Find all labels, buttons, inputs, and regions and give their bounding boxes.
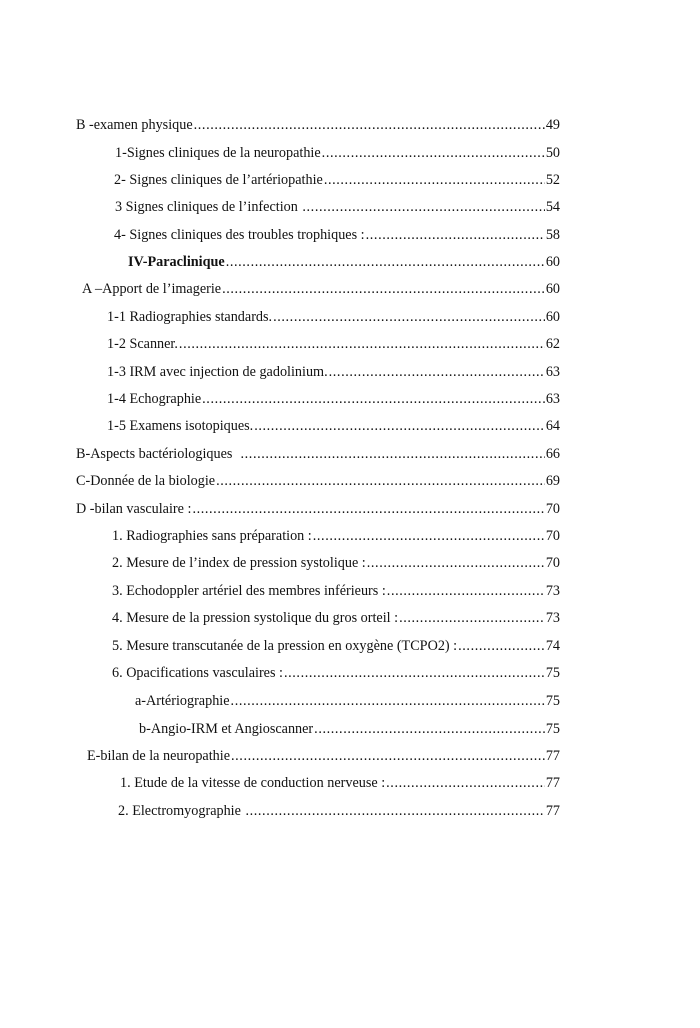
toc-page-number: 69	[545, 473, 560, 489]
toc-page-number: 77	[545, 748, 560, 764]
dot-leader	[192, 499, 544, 519]
dot-leader	[202, 389, 545, 409]
toc-page-number: 50	[545, 145, 560, 161]
dot-leader	[273, 307, 545, 327]
toc-entry-label: 3 Signes cliniques de l’infection	[115, 199, 302, 215]
toc-entry[interactable]	[107, 307, 560, 327]
toc-entry[interactable]	[115, 143, 560, 163]
toc-entry[interactable]	[112, 526, 560, 546]
toc-page-number: 73	[545, 610, 560, 626]
toc-page-number: 75	[545, 721, 560, 737]
toc-entry-label: 1-5 Examens isotopiques.	[107, 418, 254, 434]
toc-page-number: 77	[545, 803, 560, 819]
toc-page-number: 60	[545, 254, 560, 270]
toc-entry-label: 1-Signes cliniques de la neuropathie	[115, 145, 321, 161]
dot-leader	[329, 362, 545, 382]
toc-entry-label: 4- Signes cliniques des troubles trophiques :	[114, 227, 365, 243]
dot-leader	[322, 143, 545, 163]
toc-page-number: 52	[545, 172, 560, 188]
dot-leader	[226, 252, 545, 272]
toc-entry[interactable]	[128, 252, 560, 272]
toc-entry[interactable]	[112, 553, 560, 573]
toc-entry-label: 3. Echodoppler artériel des membres inférieurs :	[112, 583, 386, 599]
toc-page-number: 75	[545, 665, 560, 681]
toc-entry[interactable]	[107, 334, 560, 354]
toc-entry[interactable]	[112, 636, 560, 656]
toc-entry[interactable]	[114, 170, 560, 190]
toc-entry-label: D -bilan vasculaire :	[76, 501, 192, 517]
toc-entry-label: 2. Electromyographie	[118, 803, 245, 819]
toc-page-number: 74	[545, 638, 560, 654]
toc-entry-label: 5. Mesure transcutanée de la pression en oxygène (TCPO2) :	[112, 638, 458, 654]
toc-page-number: 70	[545, 501, 560, 517]
toc-page-number: 66	[545, 446, 560, 462]
dot-leader	[399, 608, 545, 628]
toc-entry-label: B -examen physique	[76, 117, 193, 133]
toc-page-number: 63	[545, 391, 560, 407]
toc-entry[interactable]	[112, 581, 560, 601]
toc-entry-label: 1-3 IRM avec injection de gadolinium.	[107, 364, 328, 380]
toc-entry[interactable]	[82, 279, 560, 299]
toc-entry-label: 1-2 Scanner.	[107, 336, 178, 352]
toc-page-number: 73	[545, 583, 560, 599]
toc-entry[interactable]	[114, 225, 560, 245]
toc-entry-label: a-Artériographie	[135, 693, 230, 709]
dot-leader	[245, 801, 544, 821]
toc-entry[interactable]	[115, 197, 560, 217]
toc-page-number: 60	[545, 281, 560, 297]
toc-entry[interactable]	[107, 389, 560, 409]
toc-page-number: 58	[545, 227, 560, 243]
dot-leader	[366, 225, 545, 245]
toc-entry[interactable]	[112, 608, 560, 628]
dot-leader	[284, 663, 545, 683]
toc-entry-label: 1-1 Radiographies standards.	[107, 309, 273, 325]
toc-page-number: 63	[545, 364, 560, 380]
toc-entry[interactable]	[87, 746, 560, 766]
dot-leader	[367, 553, 545, 573]
dot-leader	[222, 279, 545, 299]
dot-leader	[313, 526, 545, 546]
toc-entry-label: 2- Signes cliniques de l’artériopathie	[114, 172, 323, 188]
dot-leader	[254, 416, 545, 436]
toc-entry[interactable]	[76, 444, 560, 464]
dot-leader	[386, 773, 545, 793]
toc-entry-label: 1-4 Echographie	[107, 391, 202, 407]
toc-entry[interactable]	[76, 471, 560, 491]
dot-leader	[194, 115, 545, 135]
dot-leader	[458, 636, 545, 656]
toc-page-number: 60	[545, 309, 560, 325]
dot-leader	[314, 719, 545, 739]
toc-entry[interactable]	[76, 499, 560, 519]
toc-entry-label: E-bilan de la neuropathie	[87, 748, 230, 764]
dot-leader	[302, 197, 544, 217]
toc-entry-label: 2. Mesure de l’index de pression systolique :	[112, 555, 366, 571]
toc-page-number: 64	[545, 418, 560, 434]
toc-page-number: 70	[545, 528, 560, 544]
toc-page-number: 75	[545, 693, 560, 709]
toc-entry[interactable]	[139, 719, 560, 739]
dot-leader	[324, 170, 545, 190]
toc-entry-label: C-Donnée de la biologie	[76, 473, 216, 489]
toc-entry[interactable]	[120, 773, 560, 793]
toc-entry[interactable]	[76, 115, 560, 135]
dot-leader	[179, 334, 545, 354]
dot-leader	[216, 471, 545, 491]
toc-entry-label: A –Apport de l’imagerie	[82, 281, 222, 297]
toc-entry-label: b-Angio-IRM et Angioscanner	[139, 721, 314, 737]
toc-entry[interactable]	[107, 416, 560, 436]
dot-leader	[387, 581, 545, 601]
toc-page-number: 70	[545, 555, 560, 571]
toc-entry[interactable]	[112, 663, 560, 683]
dot-leader	[241, 444, 545, 464]
toc-page-number: 49	[545, 117, 560, 133]
toc-entry[interactable]	[135, 691, 560, 711]
toc-entry-label: IV-Paraclinique	[128, 254, 225, 270]
toc-entry-label: 1. Etude de la vitesse de conduction nerveuse :	[120, 775, 386, 791]
toc-entry[interactable]	[118, 801, 560, 821]
toc-entry[interactable]	[107, 362, 560, 382]
dot-leader	[231, 746, 545, 766]
toc-entry-label: 6. Opacifications vasculaires :	[112, 665, 283, 681]
dot-leader	[231, 691, 545, 711]
toc-page-number: 77	[545, 775, 560, 791]
toc-entry-label: B-Aspects bactériologiques	[76, 446, 240, 462]
toc-page-number: 62	[545, 336, 560, 352]
toc-entry-label: 4. Mesure de la pression systolique du gros orteil :	[112, 610, 399, 626]
toc-entry-label: 1. Radiographies sans préparation :	[112, 528, 312, 544]
toc-page-number: 54	[545, 199, 560, 215]
